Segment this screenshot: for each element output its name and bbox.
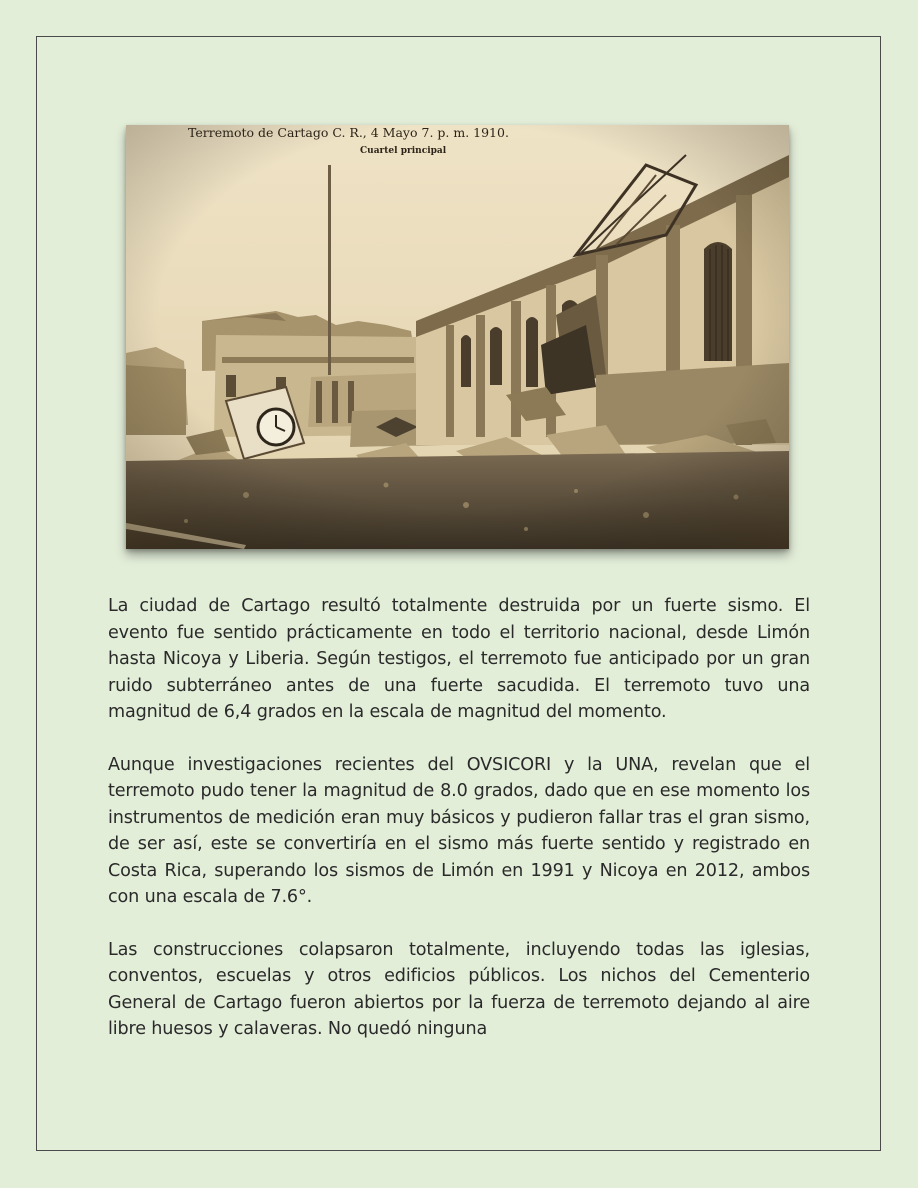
paragraph-2: Aunque investigaciones recientes del OVSICORI y la UNA, revelan que el terremoto pudo tener la magnitud de 8.0 grados, dado que en ese momento los instrumentos de medición eran muy básicos y pudieron fallar tras el gran sismo, de ser así, este se convertiría en el sismo más fuerte sentido y registrado en Costa Rica, superando los sismos de Limón en 1991 y Nicoya en 2012, ambos con una escala de 7.6°.: [108, 754, 810, 907]
earthquake-ruins-illustration: [126, 125, 789, 549]
photo-caption-title: Terremoto de Cartago C. R., 4 Mayo 7. p. m. 1910.: [188, 125, 509, 140]
paragraph-1: La ciudad de Cartago resultó totalmente destruida por un fuerte sismo. El evento fue sentido prácticamente en todo el territorio nacional, desde Limón hasta Nicoya y Liberia. Según testigos, el terremoto fue anticipado por un gran ruido subterráneo antes de una fuerte sacudida. El terremoto tuvo una magnitud de 6,4 grados en la escala de magnitud del momento.: [108, 596, 810, 722]
paragraph-3: Las construcciones colapsaron totalmente, incluyendo todas las iglesias, conventos, escuelas y otros edificios públicos. Los nichos del Cementerio General de Cartago fueron abiertos por la fuerza de terremoto dejando al aire libre huesos y calaveras. No quedó ninguna: [108, 939, 810, 1039]
photo-caption-subtitle: Cuartel principal: [360, 146, 447, 156]
article-body: [108, 593, 810, 1043]
historical-photo: [126, 125, 789, 549]
